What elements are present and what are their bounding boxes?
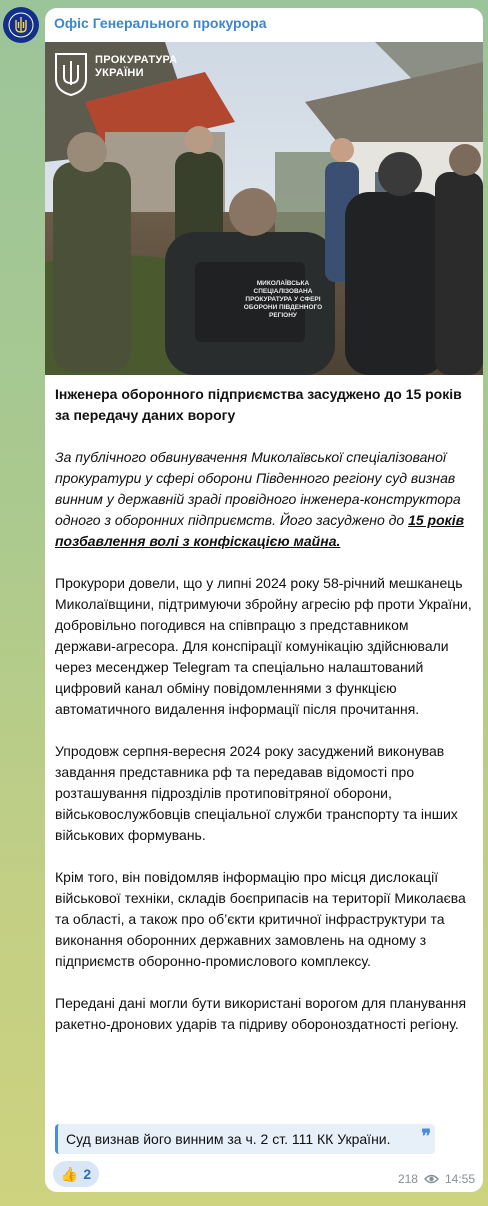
- channel-name[interactable]: Офіс Генерального прокурора: [54, 15, 267, 31]
- post-photo[interactable]: [45, 42, 483, 375]
- post-paragraph-4: Передані дані могли бути використані ворогом для планування ракетно-дронових ударів та підриву обороноздатності регіону.: [55, 995, 467, 1032]
- post-headline: Інженера оборонного підприємства засуджено до 15 років за передачу даних ворогу: [55, 386, 462, 423]
- thumbs-up-icon: 👍: [60, 1165, 79, 1182]
- quote-text: Суд визнав його винним за ч. 2 ст. 111 КК України.: [66, 1131, 391, 1147]
- post-paragraph-2: Упродовж серпня-вересня 2024 року засуджений виконував завдання представника рф та передавав відомості про розташування підрозділів протиповітряної оборони, військовослужбовців спеціальної служби транспорту та інших військових формувань.: [55, 743, 458, 843]
- reaction-thumbs-up[interactable]: [53, 1161, 99, 1187]
- post-text: [55, 384, 473, 1056]
- reaction-count: 2: [83, 1166, 92, 1182]
- blockquote: [55, 1124, 435, 1154]
- message-time: 14:55: [444, 1172, 475, 1186]
- sentence-emphasis: 15 років позбавлення волі з конфіскацією майна.: [55, 512, 465, 549]
- intro-text: За публічного обвинувачення Миколаївської спеціалізованої прокуратури у сфері оборони Південного регіону суд визнав винним у державній зраді провідного інженера-конструктора одного з оборонних підприємств. Його засуджено до: [55, 449, 461, 528]
- photo-watermark: [95, 54, 177, 80]
- post-paragraph-1: Прокурори довели, що у липні 2024 року 58-річний мешканець Миколаївщини, підтримуючи збройну агресію рф проти України, добровільно погодився на співпрацю з представником держави-агресора. Для конспірації комунікацію здійснювали через месенджер Telegram та спеціально налаштований цифровий канал обміну повідомленнями з функцією автоматичного видалення інформації після прочитання.: [55, 575, 472, 717]
- quote-icon: ❞: [421, 1126, 431, 1146]
- channel-avatar[interactable]: [3, 7, 39, 43]
- prosecutor-emblem-icon: [53, 51, 89, 97]
- view-count: 218: [397, 1172, 418, 1186]
- post-intro: [55, 447, 473, 552]
- post-paragraph-3: Крім того, він повідомляв інформацію про місця дислокації військової техніки, складів боєприпасів на території Миколаєва та області, а також про об’єкти критичної інфраструктури та виконання оборонних державних замовлень на одному з підприємств оборонно-промислового комплексу.: [55, 869, 466, 969]
- message-bubble: [45, 8, 483, 1192]
- photo-scene: [45, 42, 483, 375]
- watermark-line-2: УКРАЇНИ: [95, 67, 144, 79]
- vest-inscription: МИКОЛАЇВСЬКА СПЕЦІАЛІЗОВАНА ПРОКУРАТУРА У СФЕРІ ОБОРОНИ ПІВДЕННОГО РЕГІОНУ: [243, 280, 323, 319]
- watermark-line-1: ПРОКУРАТУРА: [95, 54, 178, 66]
- message-meta: [398, 1172, 475, 1186]
- trident-emblem-icon: [8, 12, 34, 38]
- eye-icon: [424, 1174, 439, 1184]
